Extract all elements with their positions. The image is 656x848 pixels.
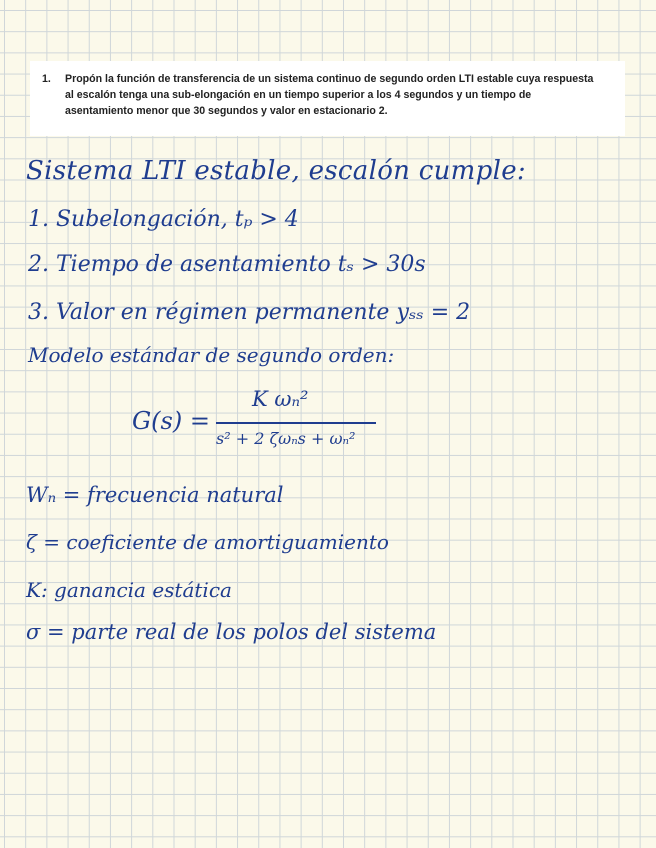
note-line-natural-frequency: Wₙ = frecuencia natural (26, 483, 284, 507)
fraction-bar (216, 422, 376, 424)
formula-lhs: G(s) = (132, 407, 210, 435)
problem-number: 1. (42, 73, 51, 85)
note-line-standard-model: Modelo estándar de segundo orden: (28, 343, 395, 367)
note-line-sigma: σ = parte real de los polos del sistema (26, 620, 437, 644)
note-line-subelongation: 1. Subelongación, tₚ > 4 (28, 207, 299, 232)
formula-denominator: s² + 2 ζωₙs + ωₙ² (216, 429, 356, 448)
transfer-function-formula (132, 385, 382, 465)
problem-text: Propón la función de transferencia de un sistema continuo de segundo orden LTI estable cuya respuesta al escalón tenga una sub-elongación en un tiempo superior a los 4 segundos y un tiempo de asentamiento menor que 30 segundos y valor en estacionario 2. (65, 73, 594, 118)
problem-statement (42, 71, 602, 120)
note-line-settling-time: 2. Tiempo de asentamiento tₛ > 30s (28, 252, 426, 277)
note-line-damping: ζ = coeficiente de amortiguamiento (26, 530, 389, 554)
formula-numerator: K ωₙ² (252, 387, 309, 411)
note-line-static-gain: K: ganancia estática (26, 578, 232, 602)
note-line-system: Sistema LTI estable, escalón cumple: (26, 156, 526, 186)
note-line-steady-state: 3. Valor en régimen permanente yₛₛ = 2 (28, 300, 471, 325)
